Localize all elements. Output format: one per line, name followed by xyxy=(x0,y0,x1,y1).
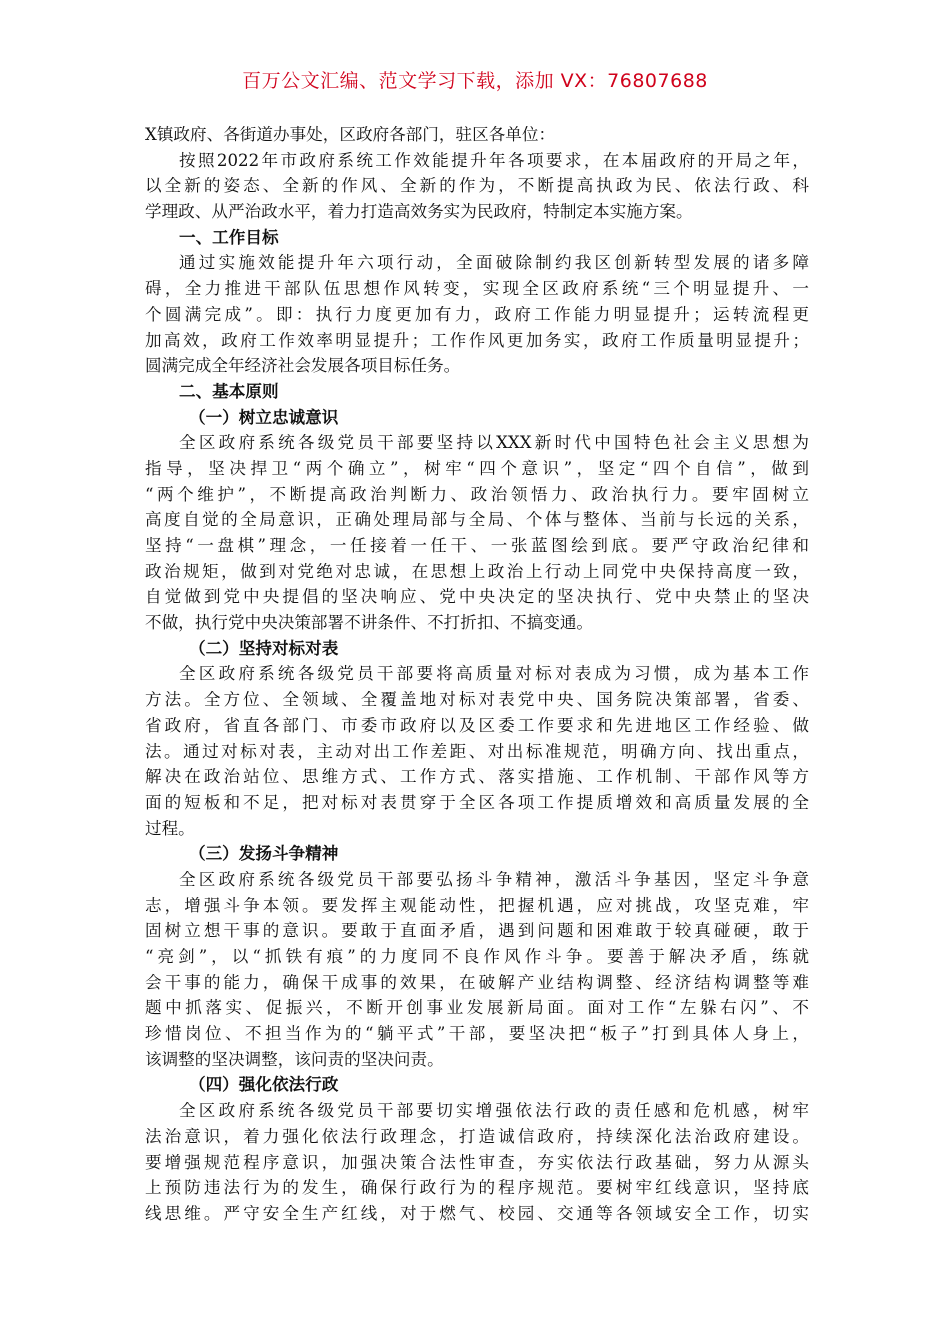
text-line: 按照2022年市政府系统工作效能提升年各项要求，在本届政府的开局之年， xyxy=(179,150,809,170)
text-line: 该调整的坚决调整，该问责的坚决问责。 xyxy=(145,1049,444,1069)
text-line: 个圆满完成”。即：执行力度更加有力，政府工作能力明显提升；运转流程更 xyxy=(145,304,809,324)
text-line: 全区政府系统各级党员干部要将高质量对标对表成为习惯，成为基本工作 xyxy=(179,664,809,684)
text-line: 珍惜岗位、不担当作为的“躺平式”干部，要坚决把“板子”打到具体人身上， xyxy=(145,1024,809,1044)
text-line: 法。通过对标对表，主动对出工作差距、对出标准规范，明确方向、找出重点， xyxy=(145,741,809,761)
text-line: 题中抓落实、促振兴，不断开创事业发展新局面。面对工作“左躲右闪”、不 xyxy=(145,998,809,1018)
section-heading: （四）强化依法行政 xyxy=(189,1075,339,1095)
text-line: 志，增强斗争本领。要发挥主观能动性，把握机遇，应对挑战，攻坚克难，牢 xyxy=(145,895,809,915)
text-line: 政治规矩，做到对党绝对忠诚，在思想上政治上行动上同党中央保持高度一致， xyxy=(145,561,809,581)
section-heading: 二、基本原则 xyxy=(179,381,279,401)
text-line: 面的短板和不足，把对标对表贯穿于全区各项工作提质增效和高质量发展的全 xyxy=(145,792,809,812)
text-line: 固树立想干事的意识。要敢于直面矛盾，遇到问题和困难敢于较真碰硬，敢于 xyxy=(145,921,809,941)
section-heading: 一、工作目标 xyxy=(179,227,279,247)
text-line: 会干事的能力，确保干成事的效果，在破解产业结构调整、经济结构调整等难 xyxy=(145,972,809,992)
text-line: 过程。 xyxy=(145,818,195,838)
text-line: 指导，坚决捍卫“两个确立”，树牢“四个意识”，坚定“四个自信”，做到 xyxy=(145,458,809,478)
text-line: 碍，全力推进干部队伍思想作风转变，实现全区政府系统“三个明显提升、一 xyxy=(145,279,809,299)
text-line: 线思维。严守安全生产红线，对于燃气、校园、交通等各领域安全工作，切实 xyxy=(145,1203,809,1223)
text-line: 自觉做到党中央提倡的坚决响应、党中央决定的坚决执行、党中央禁止的坚决 xyxy=(145,587,809,607)
text-line: 以全新的姿态、全新的作风、全新的作为，不断提高执政为民、依法行政、科 xyxy=(145,176,809,196)
text-line: 通过实施效能提升年六项行动，全面破除制约我区创新转型发展的诸多障 xyxy=(179,253,809,273)
text-line: “亮剑”，以“抓铁有痕”的力度同不良作风作斗争。要善于解决矛盾，练就 xyxy=(145,947,809,966)
text-line: 高度自觉的全局意识，正确处理局部与全局、个体与整体、当前与长远的关系， xyxy=(145,510,809,530)
section-heading: （一）树立忠诚意识 xyxy=(189,407,339,427)
text-line: 上预防违法行为的发生，确保行政行为的程序规范。要树牢红线意识，坚持底 xyxy=(145,1178,809,1198)
text-line: 方法。全方位、全领域、全覆盖地对标对表党中央、国务院决策部署，省委、 xyxy=(145,690,809,710)
text-line: 全区政府系统各级党员干部要弘扬斗争精神，激活斗争基因，坚定斗争意 xyxy=(179,869,809,889)
text-line: 不做，执行党中央决策部署不讲条件、不打折扣、不搞变通。 xyxy=(145,613,594,633)
text-line: 要增强规范程序意识，加强决策合法性审查，夯实依法行政基础，努力从源头 xyxy=(145,1152,809,1172)
text-line: 加高效，政府工作效率明显提升；工作作风更加务实，政府工作质量明显提升； xyxy=(145,330,809,350)
text-line: 圆满完成全年经济社会发展各项目标任务。 xyxy=(145,356,461,376)
text-line: 省政府，省直各部门、市委市政府以及区委工作要求和先进地区工作经验、做 xyxy=(145,715,809,735)
text-line: 学理政、从严治政水平，着力打造高效务实为民政府，特制定本实施方案。 xyxy=(145,202,693,222)
document-body xyxy=(145,122,809,1227)
text-line: 坚持“一盘棋”理念，一任接着一任干、一张蓝图绘到底。要严守政治纪律和 xyxy=(145,536,809,555)
text-line: X镇政府、各街道办事处，区政府各部门，驻区各单位： xyxy=(145,125,556,144)
text-line: 法治意识，着力强化依法行政理念，打造诚信政府，持续深化法治政府建设。 xyxy=(145,1126,809,1146)
text-line: 全区政府系统各级党员干部要坚持以XXX新时代中国特色社会主义思想为 xyxy=(179,433,809,453)
text-line: 解决在政治站位、思维方式、工作方式、落实措施、工作机制、干部作风等方 xyxy=(145,767,809,787)
text-line: 全区政府系统各级党员干部要切实增强依法行政的责任感和危机感，树牢 xyxy=(179,1101,809,1121)
watermark-header: 百万公文汇编、范文学习下载，添加 VX：76807688 xyxy=(242,70,708,92)
section-heading: （三）发扬斗争精神 xyxy=(189,844,339,864)
text-line: “两个维护”，不断提高政治判断力、政治领悟力、政治执行力。要牢固树立 xyxy=(145,484,809,504)
section-heading: （二）坚持对标对表 xyxy=(189,638,339,658)
